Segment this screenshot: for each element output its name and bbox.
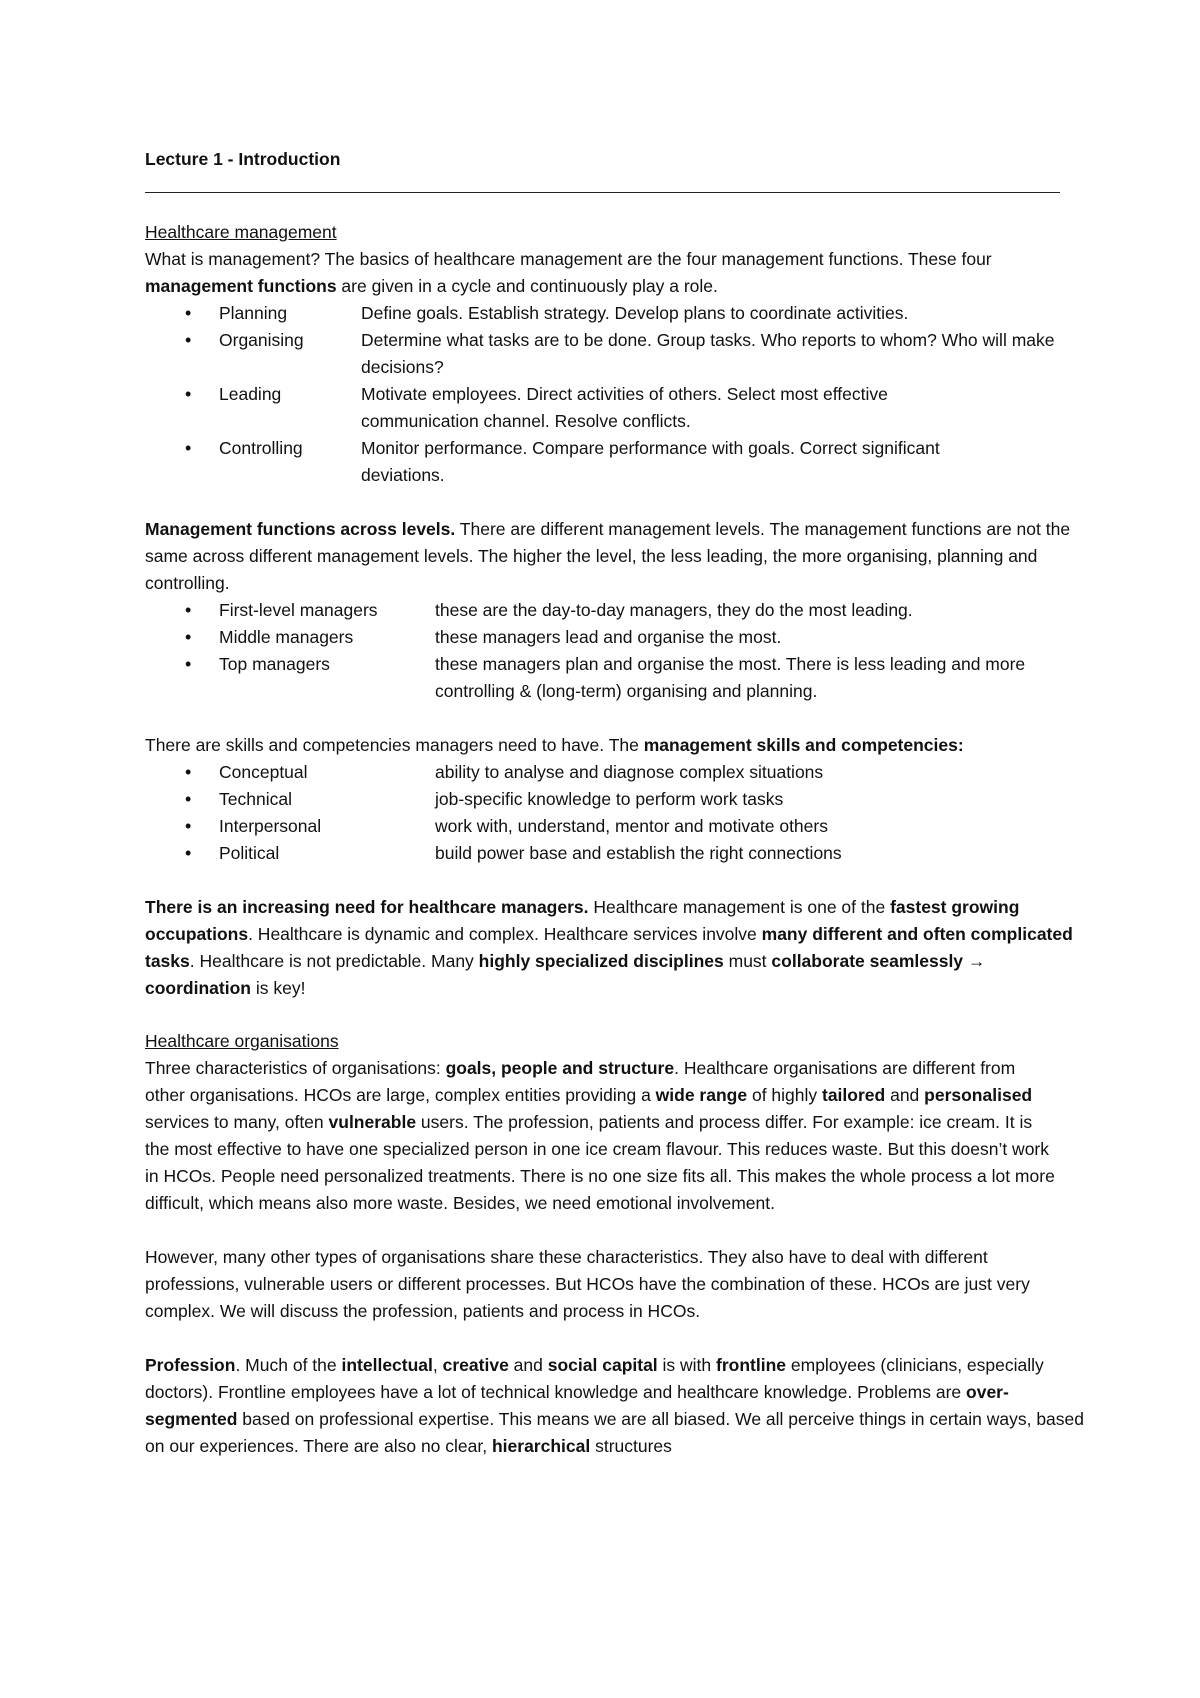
list-item: • Middle managers these managers lead and organise the most.: [145, 624, 1095, 651]
need-paragraph: There is an increasing need for healthcare managers. Healthcare management is one of the fastest growing occupations. Healthcare is dynamic and complex. Healthcare services involve many different and often complicated tasks. Healthcare is not predictable. Many highly specialized disciplines must collaborate seamlessly → coordination is key!: [145, 897, 1073, 998]
profession-paragraph: Profession. Much of the intellectual, creative and social capital is with frontline employees (clinicians, especially doctors). Frontline employees have a lot of technical knowledge and healthcare knowledge. Problems are over-segmented based on professional expertise. This means we are all biased. We all perceive things in certain ways, based on our experiences. There are also no clear, hierarchical structures: [145, 1355, 1085, 1456]
section-heading-healthcare-organisations: Healthcare organisations: [145, 1031, 339, 1051]
page-title: Lecture 1 - Introduction: [145, 149, 341, 169]
organisations-paragraph: Three characteristics of organisations: goals, people and structure. Healthcare organisations are different from other organisations. HCOs are large, complex entities providing a wide range of highly tailored and personalised services to many, often vulnerable users. The profession, patients and process differ. For example: ice cream. It is the most effective to have one specialized person in one ice cream flavour. This reduces waste. But this doesn’t work in HCOs. People need personalized treatments. There is no one size fits all. This makes the whole process a lot more difficult, which means also more waste. Besides, we need emotional involvement.: [145, 1058, 1055, 1213]
levels-paragraph: Management functions across levels. There are different management levels. The management functions are not the same across different management levels. The higher the level, the less leading, the more organising, planning and controlling.: [145, 519, 1071, 593]
section-heading-healthcare-management: Healthcare management: [145, 222, 337, 242]
list-item: • Controlling Monitor performance. Compare performance with goals. Correct significant deviations.: [145, 435, 1095, 489]
skills-paragraph: There are skills and competencies managers need to have. The management skills and competencies:: [145, 735, 964, 755]
list-item: • Conceptual ability to analyse and diagnose complex situations: [145, 759, 1095, 786]
intro-paragraph: What is management? The basics of healthcare management are the four management functions. These four management functions are given in a cycle and continuously play a role.: [145, 249, 992, 296]
document-body: [145, 146, 1095, 1460]
however-paragraph: However, many other types of organisations share these characteristics. They also have to deal with different professions, vulnerable users or different processes. But HCOs have the combination of these. HCOs are just very complex. We will discuss the profession, patients and process in HCOs.: [145, 1247, 1030, 1321]
list-item: • Planning Define goals. Establish strategy. Develop plans to coordinate activities.: [145, 300, 1095, 327]
arrow-icon: →: [963, 951, 986, 971]
title-divider: [145, 192, 1060, 193]
list-item: • First-level managers these are the day-to-day managers, they do the most leading.: [145, 597, 1095, 624]
list-item: • Top managers these managers plan and organise the most. There is less leading and more controlling & (long-term) organising and planning.: [145, 651, 1095, 705]
list-item: • Technical job-specific knowledge to perform work tasks: [145, 786, 1095, 813]
management-functions-list: [145, 300, 1095, 489]
list-item: • Political build power base and establish the right connections: [145, 840, 1095, 867]
skills-list: [145, 759, 1095, 867]
list-item: • Organising Determine what tasks are to be done. Group tasks. Who reports to whom? Who will make decisions?: [145, 327, 1095, 381]
management-levels-list: [145, 597, 1095, 705]
list-item: • Leading Motivate employees. Direct activities of others. Select most effective communication channel. Resolve conflicts.: [145, 381, 1095, 435]
list-item: • Interpersonal work with, understand, mentor and motivate others: [145, 813, 1095, 840]
